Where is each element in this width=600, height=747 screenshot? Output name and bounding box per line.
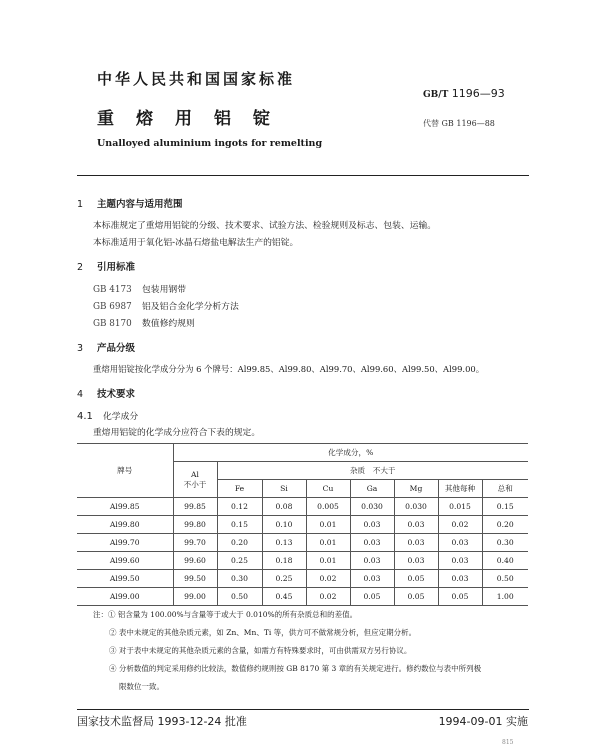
value-cell: 99.85: [173, 498, 217, 516]
column-header: Si: [262, 480, 306, 498]
value-cell: 0.45: [262, 588, 306, 606]
standard-code-number: 1196—93: [451, 87, 505, 100]
table-row: [77, 516, 528, 534]
section-1-para-1: 本标准规定了重熔用铝锭的分级、技术要求、试验方法、检验规则及标志、包装、运输。: [93, 221, 437, 231]
replaces-note: 代替 GB 1196—88: [423, 119, 495, 128]
value-cell: 0.05: [438, 588, 482, 606]
column-header: Ga: [350, 480, 394, 498]
value-cell: 99.50: [173, 570, 217, 588]
english-title: Unalloyed aluminium ingots for remelting: [97, 138, 323, 149]
value-cell: 0.030: [350, 498, 394, 516]
reference-item: GB 4173 包装用钢带: [93, 285, 186, 295]
section-4-1-para: 重熔用铝锭的化学成分应符合下表的规定。: [93, 428, 261, 438]
table-row: [77, 534, 528, 552]
section-3-heading: 3 产品分级: [77, 343, 136, 354]
note-2: ② 表中未规定的其他杂质元素，如 Zn、Mn、Ti 等，供方可不做常规分析，但应定期分析。: [109, 628, 417, 637]
value-cell: 99.00: [173, 588, 217, 606]
standard-code: [423, 87, 505, 100]
section-2-heading: 2 引用标准: [77, 262, 136, 273]
standard-code-prefix: GB/T: [423, 90, 449, 100]
section-1-para-2: 本标准适用于氧化铝-冰晶石熔盐电解法生产的铝锭。: [93, 238, 299, 248]
note-3: ③ 对于表中未规定的其他杂质元素的含量，如需方有特殊要求时，可由供需双方另行协议。: [109, 646, 412, 655]
grade-cell: Al99.80: [77, 516, 173, 534]
section-3-para: 重熔用铝锭按化学成分分为 6 个牌号：Al99.85、Al99.80、Al99.70、Al99.60、Al99.50、Al99.00。: [93, 364, 485, 374]
value-cell: 0.03: [350, 534, 394, 552]
chemical-composition-table: [77, 443, 528, 606]
value-cell: 99.70: [173, 534, 217, 552]
value-cell: 0.03: [350, 516, 394, 534]
value-cell: 0.50: [217, 588, 262, 606]
grade-cell: Al99.00: [77, 588, 173, 606]
value-cell: 0.30: [482, 534, 528, 552]
value-cell: 99.60: [173, 552, 217, 570]
al-header: Al 不小于: [173, 462, 217, 498]
value-cell: 0.02: [438, 516, 482, 534]
value-cell: 0.40: [482, 552, 528, 570]
value-cell: 0.02: [306, 570, 350, 588]
value-cell: 0.05: [394, 588, 438, 606]
value-cell: 0.01: [306, 534, 350, 552]
column-header: 总和: [482, 480, 528, 498]
effective-date: 1994-09-01 实施: [438, 715, 528, 728]
section-4-1-heading: 4.1 化学成分: [77, 411, 139, 422]
value-cell: 0.30: [217, 570, 262, 588]
value-cell: 0.03: [394, 516, 438, 534]
value-cell: 0.01: [306, 552, 350, 570]
grade-cell: Al99.50: [77, 570, 173, 588]
reference-item: GB 6987 铝及铝合金化学分析方法: [93, 302, 239, 312]
value-cell: 99.80: [173, 516, 217, 534]
value-cell: 0.18: [262, 552, 306, 570]
value-cell: 0.20: [482, 516, 528, 534]
value-cell: 0.10: [262, 516, 306, 534]
org-title: 中华人民共和国国家标准: [97, 70, 296, 88]
table-row: [77, 588, 528, 606]
header-divider: [77, 175, 529, 176]
value-cell: 0.05: [350, 588, 394, 606]
grade-header: 牌号: [77, 444, 173, 498]
table-row: [77, 498, 528, 516]
value-cell: 0.08: [262, 498, 306, 516]
footer-divider: [77, 709, 529, 710]
section-4-heading: 4 技术要求: [77, 389, 136, 400]
grade-cell: Al99.70: [77, 534, 173, 552]
page-number: 815: [502, 739, 514, 746]
value-cell: 0.01: [306, 516, 350, 534]
value-cell: 0.03: [394, 552, 438, 570]
column-header: 其他每种: [438, 480, 482, 498]
value-cell: 0.03: [350, 552, 394, 570]
value-cell: 0.03: [438, 534, 482, 552]
document-title: 重熔用铝锭: [97, 109, 292, 129]
value-cell: 0.25: [217, 552, 262, 570]
value-cell: 0.005: [306, 498, 350, 516]
note-4: ④ 分析数值的判定采用修约比较法，数值修约规则按 GB 8170 第 3 章的有关规定进行。修约数位与表中所列极: [109, 664, 482, 673]
table-row: [77, 570, 528, 588]
value-cell: 0.030: [394, 498, 438, 516]
impurity-header: 杂质 不大于: [217, 462, 528, 480]
table-row: [77, 552, 528, 570]
value-cell: 0.15: [482, 498, 528, 516]
value-cell: 0.25: [262, 570, 306, 588]
approval-text: 国家技术监督局 1993-12-24 批准: [77, 715, 247, 728]
grade-cell: Al99.85: [77, 498, 173, 516]
value-cell: 0.05: [394, 570, 438, 588]
column-header: Fe: [217, 480, 262, 498]
value-cell: 0.15: [217, 516, 262, 534]
value-cell: 0.13: [262, 534, 306, 552]
value-cell: 0.02: [306, 588, 350, 606]
value-cell: 0.015: [438, 498, 482, 516]
composition-header: 化学成分，%: [173, 444, 528, 462]
note-4-cont: 限数位一致。: [119, 682, 164, 691]
value-cell: 0.03: [394, 534, 438, 552]
value-cell: 0.20: [217, 534, 262, 552]
value-cell: 1.00: [482, 588, 528, 606]
grade-cell: Al99.60: [77, 552, 173, 570]
section-1-heading: 1 主题内容与适用范围: [77, 199, 183, 210]
value-cell: 0.03: [350, 570, 394, 588]
value-cell: 0.03: [438, 570, 482, 588]
column-header: Cu: [306, 480, 350, 498]
value-cell: 0.12: [217, 498, 262, 516]
column-header: Mg: [394, 480, 438, 498]
value-cell: 0.50: [482, 570, 528, 588]
note-1: 注：① 铝含量为 100.00%与含量等于或大于 0.010%的所有杂质总和的差值。: [93, 610, 358, 619]
reference-item: GB 8170 数值修约规则: [93, 319, 195, 329]
value-cell: 0.03: [438, 552, 482, 570]
